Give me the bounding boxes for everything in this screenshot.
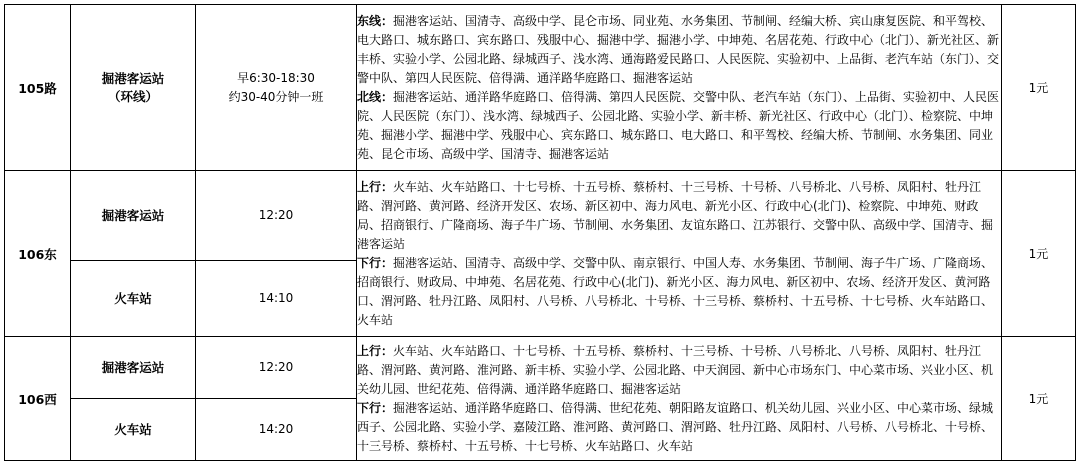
service-interval: 约30-40分钟一班 — [228, 89, 324, 104]
terminal-cell: 掘港客运站 — [71, 337, 196, 399]
terminal-cell: 火车站 — [71, 261, 196, 337]
route-number: 105路 — [5, 5, 71, 171]
down-stops: 掘港客运站、国清寺、高级中学、交警中队、南京银行、中国人寿、水务集团、节制闸、海子牛广场、广隆商场、招商银行、财政局、中坤苑、名居花苑、行政中心(北门)、新光小区、海力风电、新区初中、农场、经济开发区、黄河路口、渭河路、牡丹江路、凤阳村、八号桥、八号桥北、十号桥、十三号桥、蔡桥村、十五号桥、十七号桥、火车站路口、火车站 — [357, 255, 994, 327]
down-stops: 掘港客运站、通洋路华庭路口、倍得满、世纪花苑、朝阳路友谊路口、机关幼儿园、兴业小区、中心菜市场、绿城西子、公园北路、实验小学、嘉陵江路、淮河路、黄河路口、渭河路、牡丹江路、凤阳村、八号桥、八号桥北、十号桥、十三号桥、蔡桥村、十五号桥、十七号桥、火车站路口、火车站 — [357, 400, 994, 453]
service-hours: 早6:30-18:30 — [237, 70, 315, 85]
fare-cell: 1元 — [1002, 337, 1076, 461]
up-label: 上行： — [357, 343, 394, 358]
route-number: 106东 — [5, 171, 71, 337]
stops-cell — [357, 5, 1002, 171]
terminal-name: 掘港客运站 — [101, 70, 165, 86]
terminal-cell: 掘港客运站 — [71, 171, 196, 261]
bus-schedule-table — [4, 4, 1076, 461]
east-line-label: 东线： — [357, 13, 394, 28]
terminal-cell: 火车站 — [71, 399, 196, 461]
service-time-cell — [196, 5, 357, 171]
east-line-stops: 掘港客运站、国清寺、高级中学、昆仑市场、同业苑、水务集团、节制闸、经编大桥、宾山康复医院、和平驾校、电大路口、城东路口、宾东路口、残服中心、掘港中学、掘港小学、中坤苑、名居花苑、行政中心（北门）、新光社区、新丰桥、实验小学、公园北路、绿城西子、浅水湾、通海路爱民路口、人民医院、实验初中、上品街、老汽车站（东门）、交警中队、第四人民医院、倍得满、通洋路华庭路口、掘港客运站 — [357, 13, 1000, 85]
stops-cell — [357, 171, 1002, 337]
north-line-label: 北线： — [357, 89, 394, 104]
fare-cell: 1元 — [1002, 5, 1076, 171]
table-row-106e-a — [5, 171, 1076, 261]
table-row-105 — [5, 5, 1076, 171]
terminal-note: （环线） — [107, 88, 158, 104]
departure-time: 14:10 — [196, 261, 357, 337]
north-line-stops: 掘港客运站、通洋路华庭路口、倍得满、第四人民医院、交警中队、老汽车站（东门）、上品街、实验初中、人民医院、人民医院（东门）、浅水湾、绿城西子、公园北路、实验小学、新丰桥、新光社区、行政中心（北门）、检察院、中坤苑、掘港小学、掘港中学、残服中心、宾东路口、城东路口、电大路口、和平驾校、经编大桥、节制闸、水务集团、同业苑、昆仑市场、高级中学、国清寺、掘港客运站 — [357, 89, 1000, 161]
table-row-106w-a — [5, 337, 1076, 399]
departure-time: 14:20 — [196, 399, 357, 461]
route-number: 106西 — [5, 337, 71, 461]
fare-cell: 1元 — [1002, 171, 1076, 337]
up-label: 上行： — [357, 179, 394, 194]
departure-time: 12:20 — [196, 337, 357, 399]
departure-time: 12:20 — [196, 171, 357, 261]
up-stops: 火车站、火车站路口、十七号桥、十五号桥、蔡桥村、十三号桥、十号桥、八号桥北、八号桥、凤阳村、牡丹江路、渭河路、黄河路、经济开发区、农场、新区初中、海力风电、新光小区、行政中心(北门)、检察院、中坤苑、财政局、招商银行、广隆商场、海子牛广场、节制闸、水务集团、友谊东路口、江苏银行、交警中队、高级中学、国清寺、掘港客运站 — [357, 179, 994, 251]
down-label: 下行： — [357, 400, 394, 415]
stops-cell — [357, 337, 1002, 461]
down-label: 下行： — [357, 255, 394, 270]
terminal-cell — [71, 5, 196, 171]
up-stops: 火车站、火车站路口、十七号桥、十五号桥、蔡桥村、十三号桥、十号桥、八号桥北、八号桥、凤阳村、牡丹江路、渭河路、黄河路、淮河路、新丰桥、实验小学、公园北路、中天润园、新中心市场东门、中心菜市场、兴业小区、机关幼儿园、世纪花苑、倍得满、通洋路华庭路口、掘港客运站 — [357, 343, 994, 396]
